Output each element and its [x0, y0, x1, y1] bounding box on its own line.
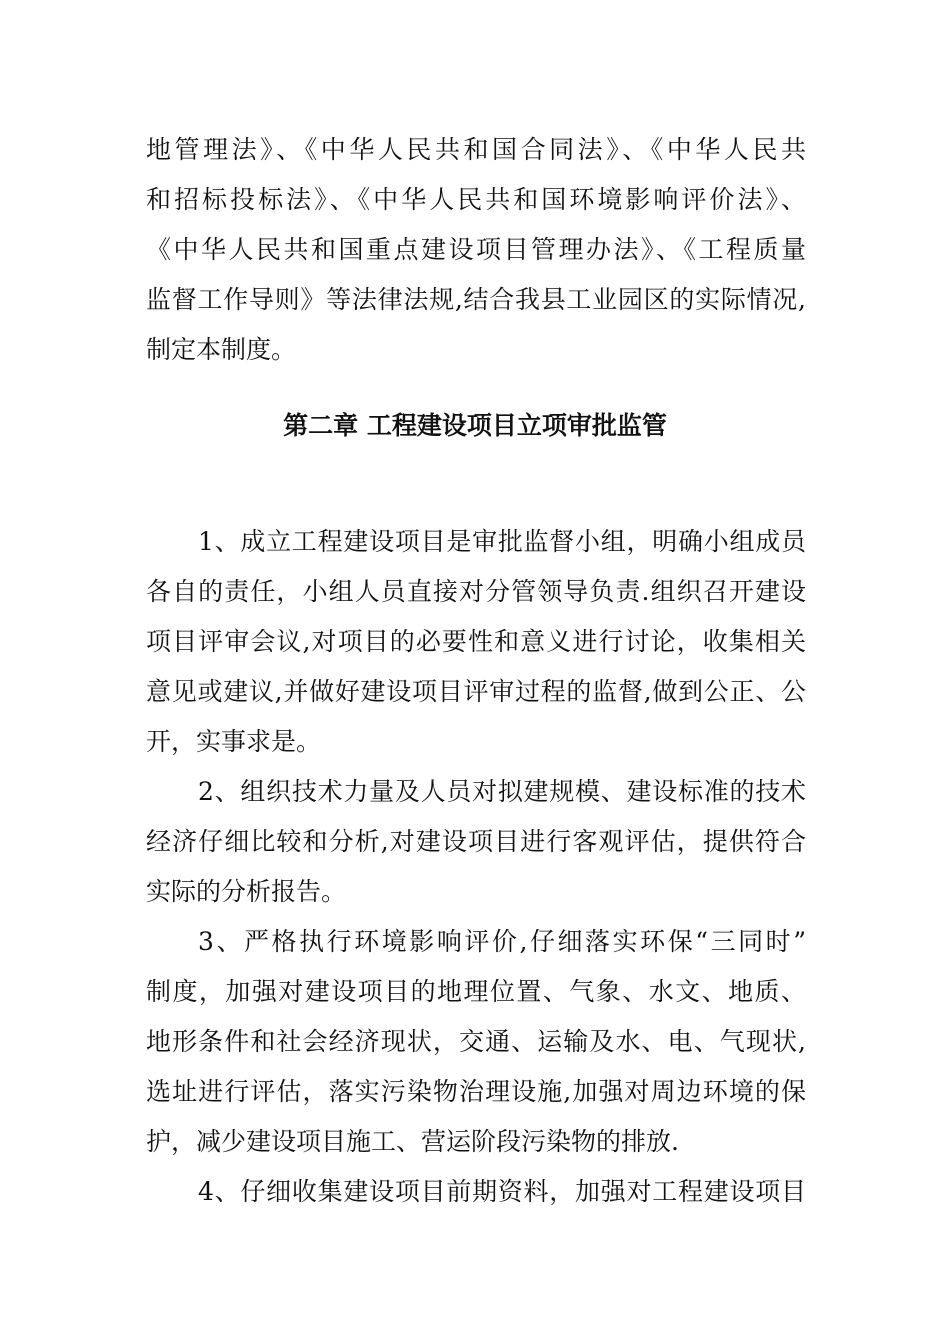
text-line: 选址进行评估，落实污染物治理设施,加强对周边环境的保 — [146, 1077, 806, 1106]
text-line: 制度，加强对建设项目的地理位置、气象、水文、地质、 — [146, 977, 806, 1006]
text-line: 开，实事求是。 — [146, 727, 322, 756]
text-line: 2、组织技术力量及人员对拟建规模、建设标准的技术 — [198, 777, 806, 806]
text-line: 地形条件和社会经济现状，交通、运输及水、电、气现状, — [146, 1027, 806, 1056]
text-line: 经济仔细比较和分析,对建设项目进行客观评估，提供符合 — [146, 827, 806, 856]
text-line: 1、成立工程建设项目是审批监督小组，明确小组成员 — [198, 527, 806, 556]
text-line: 《中华人民共和国重点建设项目管理办法》、《工程质量 — [146, 235, 806, 264]
text-line: 制定本制度。 — [146, 335, 297, 364]
text-line: 项目评审会议,对项目的必要性和意义进行讨论，收集相关 — [146, 627, 806, 656]
text-line: 护，减少建设项目施工、营运阶段污染物的排放. — [146, 1127, 679, 1156]
text-line: 4、仔细收集建设项目前期资料，加强对工程建设项目 — [198, 1177, 806, 1206]
text-line: 各自的责任，小组人员直接对分管领导负责.组织召开建设 — [146, 577, 806, 606]
text-line: 意见或建议,并做好建设项目评审过程的监督,做到公正、公 — [146, 677, 806, 706]
text-line: 和招标投标法》、《中华人民共和国环境影响评价法》、 — [146, 185, 806, 214]
text-line: 实际的分析报告。 — [146, 877, 347, 906]
text-line: 监督工作导则》等法律法规,结合我县工业园区的实际情况, — [146, 285, 806, 314]
text-line: 3、严格执行环境影响评价,仔细落实环保“三同时” — [198, 927, 806, 956]
chapter-heading: 第二章 工程建设项目立项审批监管 — [283, 411, 667, 440]
text-line: 地管理法》、《中华人民共和国合同法》、《中华人民共 — [146, 135, 806, 164]
